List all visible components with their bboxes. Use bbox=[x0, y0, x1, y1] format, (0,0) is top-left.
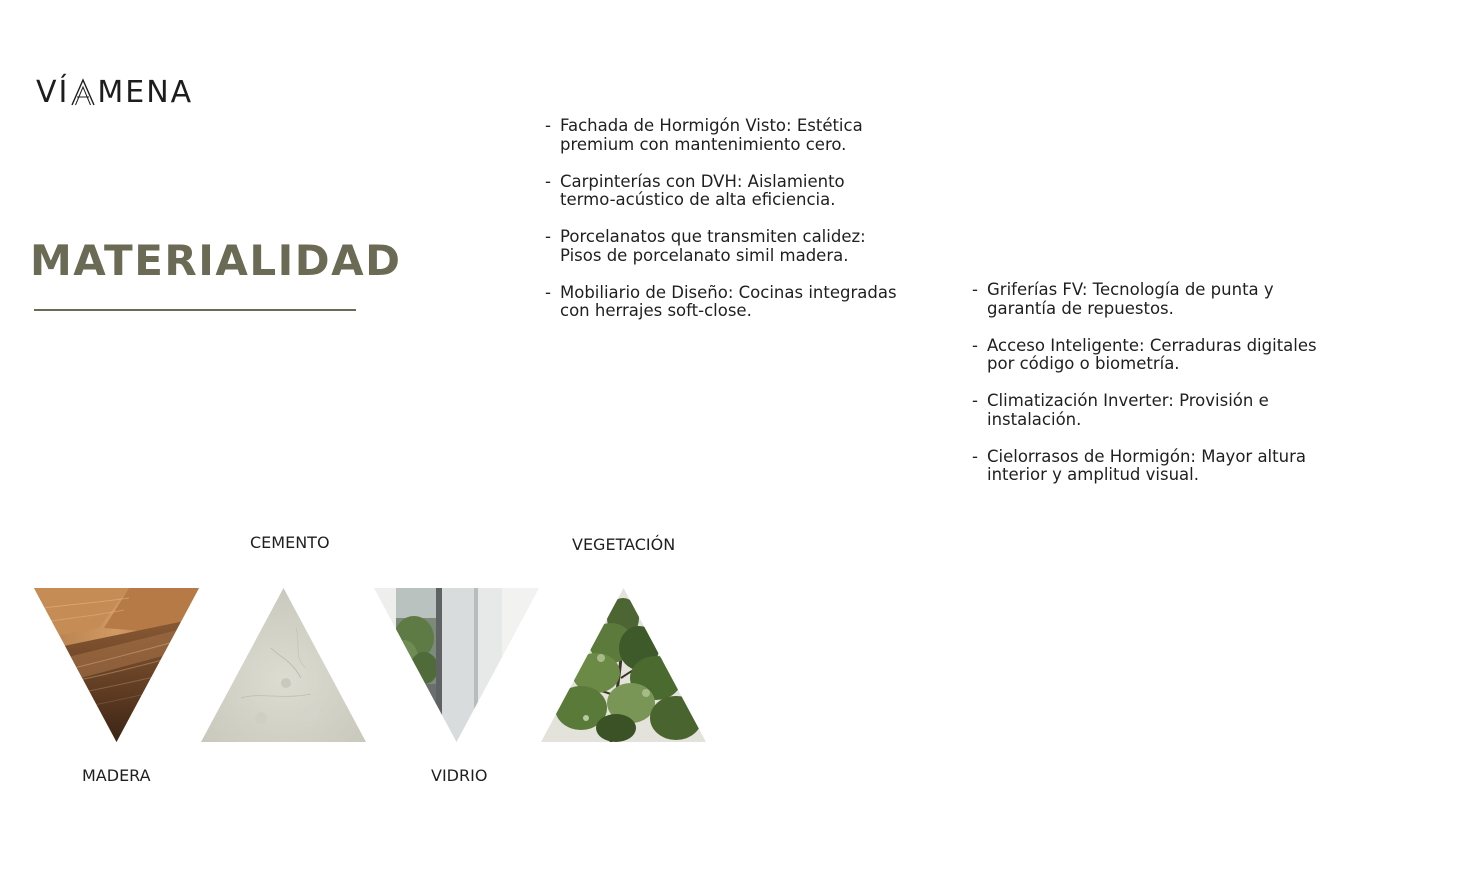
material-label-madera: MADERA bbox=[82, 766, 151, 785]
wood-texture-icon bbox=[34, 588, 199, 742]
list-item bbox=[972, 392, 1352, 429]
feature-line: Carpinterías con DVH: Aislamiento bbox=[560, 171, 845, 191]
feature-line: Griferías FV: Tecnología de punta y bbox=[987, 280, 1274, 299]
list-dash: - bbox=[972, 391, 978, 410]
concrete-texture-icon bbox=[201, 588, 366, 742]
title-underline bbox=[34, 309, 356, 311]
feature-line: Acceso Inteligente: Cerraduras digitales bbox=[987, 335, 1317, 355]
list-item bbox=[972, 448, 1352, 485]
glass-window-icon bbox=[374, 588, 539, 742]
tree-foliage-icon bbox=[541, 588, 706, 742]
feature-line: Fachada de Hormigón Visto: Estética bbox=[560, 116, 863, 135]
list-item bbox=[545, 117, 925, 154]
list-dash: - bbox=[972, 335, 978, 355]
logo-outline-a-icon bbox=[70, 78, 96, 106]
brand-logo bbox=[36, 72, 193, 112]
list-dash: - bbox=[972, 446, 978, 466]
logo-text-right: MENA bbox=[97, 74, 194, 110]
feature-line: con herrajes soft-close. bbox=[560, 301, 752, 320]
list-item bbox=[972, 337, 1352, 374]
list-item bbox=[545, 173, 925, 210]
list-dash: - bbox=[545, 227, 551, 246]
features-list-right bbox=[972, 281, 1352, 503]
list-item bbox=[972, 281, 1352, 318]
list-dash: - bbox=[972, 280, 978, 299]
feature-line: premium con mantenimiento cero. bbox=[560, 134, 847, 154]
feature-line: Cielorrasos de Hormigón: Mayor altura bbox=[987, 446, 1306, 466]
feature-line: Porcelanatos que transmiten calidez: bbox=[560, 227, 866, 246]
feature-line: Climatización Inverter: Provisión e bbox=[987, 391, 1269, 410]
material-label-cemento: CEMENTO bbox=[250, 533, 330, 552]
list-dash: - bbox=[545, 116, 551, 135]
list-dash: - bbox=[545, 282, 551, 302]
page-title: MATERIALIDAD bbox=[30, 236, 402, 285]
feature-line: termo-acústico de alta eficiencia. bbox=[560, 190, 836, 209]
list-item bbox=[545, 284, 925, 321]
logo-text-left: VÍ bbox=[36, 74, 70, 110]
feature-line: interior y amplitud visual. bbox=[987, 465, 1199, 484]
feature-line: Mobiliario de Diseño: Cocinas integradas bbox=[560, 282, 897, 302]
list-dash: - bbox=[545, 171, 551, 191]
material-label-vegetacion: VEGETACIÓN bbox=[572, 535, 676, 554]
feature-line: garantía de repuestos. bbox=[987, 298, 1174, 318]
feature-line: por código o biometría. bbox=[987, 354, 1180, 373]
list-item bbox=[545, 228, 925, 265]
features-list-left bbox=[545, 117, 925, 339]
material-label-vidrio: VIDRIO bbox=[431, 766, 488, 785]
feature-line: Pisos de porcelanato simil madera. bbox=[560, 245, 849, 265]
feature-line: instalación. bbox=[987, 409, 1082, 429]
